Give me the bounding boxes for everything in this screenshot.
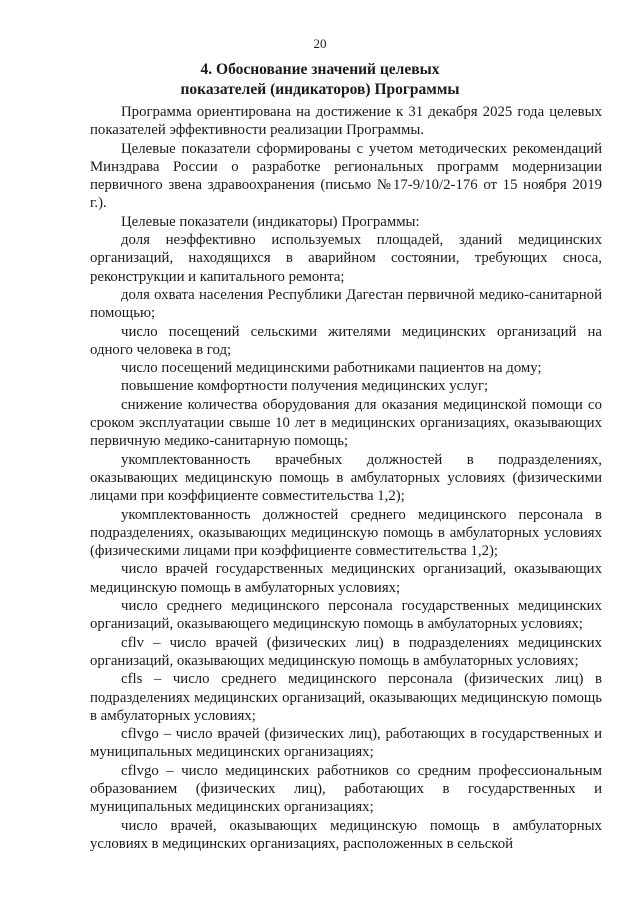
- section-heading: [0, 60, 640, 100]
- list-item: укомплектованность должностей среднего медицинского персонала в подразделениях, оказывающих медицинскую помощь в амбулаторных условиях (физическими лицами при коэффициенте совместительства 1,2);: [90, 506, 602, 560]
- list-item: число посещений медицинскими работниками пациентов на дому;: [121, 360, 542, 377]
- list-item: cflvgo – число медицинских работников со средним профессиональным образованием (физических лиц), работающих в государственных и муниципальных медицинских организациях;: [90, 762, 602, 816]
- list-item: число среднего медицинского персонала государственных медицинских организаций, оказывающего медицинскую помощь в амбулаторных условиях;: [90, 598, 602, 633]
- list-item: снижение количества оборудования для оказания медицинской помощи со сроком эксплуатации свыше 10 лет в медицинских организациях, оказывающих первичную медико-санитарную помощь;: [90, 396, 602, 450]
- list-item: число врачей государственных медицинских организаций, оказывающих медицинскую помощь в амбулаторных условиях;: [90, 561, 602, 596]
- section-heading-line-1: 4. Обоснование значений целевых: [200, 61, 440, 78]
- list-item: число врачей, оказывающих медицинскую помощь в амбулаторных условиях в медицинских организациях, расположенных в сельской: [90, 817, 602, 852]
- list-item: cfls – число среднего медицинского персонала (физических лиц) в подразделениях медицинских организаций, оказывающих медицинскую помощь в амбулаторных условиях;: [90, 671, 602, 724]
- paragraph-indicators-heading: Целевые показатели (индикаторы) Программы:: [121, 213, 420, 230]
- list-item: укомплектованность врачебных должностей в подразделениях, оказывающих медицинскую помощь в амбулаторных условиях (физическими лицами при коэффициенте совместительства 1,2);: [90, 451, 602, 505]
- list-item: доля охвата населения Республики Дагестан первичной медико-санитарной помощью;: [90, 286, 602, 322]
- paragraph-methodology: Целевые показатели сформированы с учетом методических рекомендаций Минздрава России о разработке региональных программ модернизации первичного звена здравоохранения (письмо №17-9/10/2-176 от 15 ноября 2019 г.).: [90, 140, 602, 212]
- list-item: cflvgo – число врачей (физических лиц), работающих в государственных и муниципальных медицинских организациях;: [90, 726, 602, 761]
- list-item: число посещений сельскими жителями медицинских организаций на одного человека в год;: [90, 323, 602, 358]
- list-item: cflv – число врачей (физических лиц) в подразделениях медицинских организаций, оказывающих медицинскую помощь в амбулаторных условиях;: [90, 634, 602, 669]
- list-item: повышение комфортности получения медицинских услуг;: [121, 378, 489, 395]
- page-number: 20: [313, 36, 327, 51]
- list-item: доля неэффективно используемых площадей, зданий медицинских организаций, находящихся в аварийном состоянии, требующих сноса, реконструкции и капитального ремонта;: [90, 232, 602, 285]
- paragraph-intro: Программа ориентирована на достижение к 31 декабря 2025 года целевых показателей эффективности реализации Программы.: [90, 104, 602, 139]
- document-body: [90, 103, 602, 853]
- section-heading-line-2: показателей (индикаторов) Программы: [180, 81, 460, 98]
